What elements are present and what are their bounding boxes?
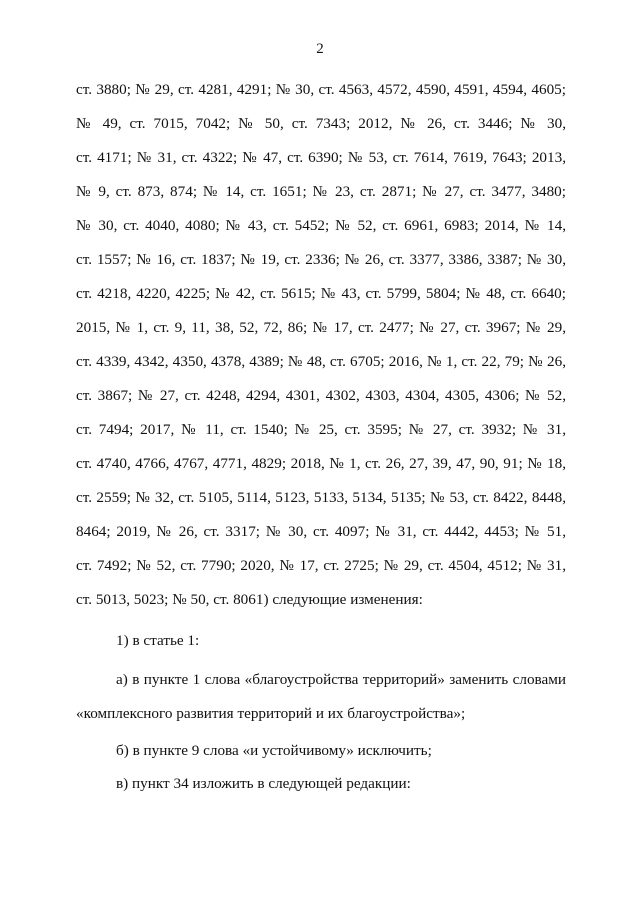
text-line: 2015, № 1, ст. 9, 11, 38, 52, 72, 86; № 17, ст. 2477; № 27, ст. 3967; № 29, [76,319,566,336]
text-line: ст. 5013, 5023; № 50, ст. 8061) следующие изменения: [76,591,423,608]
text-line: ст. 3867; № 27, ст. 4248, 4294, 4301, 4302, 4303, 4304, 4305, 4306; № 52, [76,387,566,404]
text-line: ст. 4171; № 31, ст. 4322; № 47, ст. 6390; № 53, ст. 7614, 7619, 7643; 2013, [76,149,566,166]
text-line: № 9, ст. 873, 874; № 14, ст. 1651; № 23, ст. 2871; № 27, ст. 3477, 3480; [76,183,566,200]
text-line: ст. 7494; 2017, № 11, ст. 1540; № 25, ст. 3595; № 27, ст. 3932; № 31, [76,421,566,438]
text-line: ст. 7492; № 52, ст. 7790; 2020, № 17, ст. 2725; № 29, ст. 4504, 4512; № 31, [76,557,566,574]
text-line: ст. 4740, 4766, 4767, 4771, 4829; 2018, № 1, ст. 26, 27, 39, 47, 90, 91; № 18, [76,455,566,472]
list-item: б) в пункте 9 слова «и устойчивому» исключить; [116,742,432,759]
page-number: 2 [316,41,324,57]
text-line: ст. 4339, 4342, 4350, 4378, 4389; № 48, ст. 6705; 2016, № 1, ст. 22, 79; № 26, [76,353,566,370]
text-line: ст. 1557; № 16, ст. 1837; № 19, ст. 2336; № 26, ст. 3377, 3386, 3387; № 30, [76,251,566,268]
text-line: ст. 2559; № 32, ст. 5105, 5114, 5123, 5133, 5134, 5135; № 53, ст. 8422, 8448, [76,489,566,506]
text-line: «комплексного развития территорий и их благоустройства»; [76,705,466,722]
list-item: а) в пункте 1 слова «благоустройства территорий» заменить словами [116,671,566,688]
text-line: ст. 4218, 4220, 4225; № 42, ст. 5615; № 43, ст. 5799, 5804; № 48, ст. 6640; [76,285,566,302]
text-line: 8464; 2019, № 26, ст. 3317; № 30, ст. 4097; № 31, ст. 4442, 4453; № 51, [76,523,566,540]
list-item: в) пункт 34 изложить в следующей редакции: [116,775,411,792]
list-item: 1) в статье 1: [116,632,200,649]
text-line: № 49, ст. 7015, 7042; № 50, ст. 7343; 2012, № 26, ст. 3446; № 30, [76,115,566,132]
text-line: ст. 3880; № 29, ст. 4281, 4291; № 30, ст. 4563, 4572, 4590, 4591, 4594, 4605; [76,81,566,98]
text-line: № 30, ст. 4040, 4080; № 43, ст. 5452; № 52, ст. 6961, 6983; 2014, № 14, [76,217,566,234]
